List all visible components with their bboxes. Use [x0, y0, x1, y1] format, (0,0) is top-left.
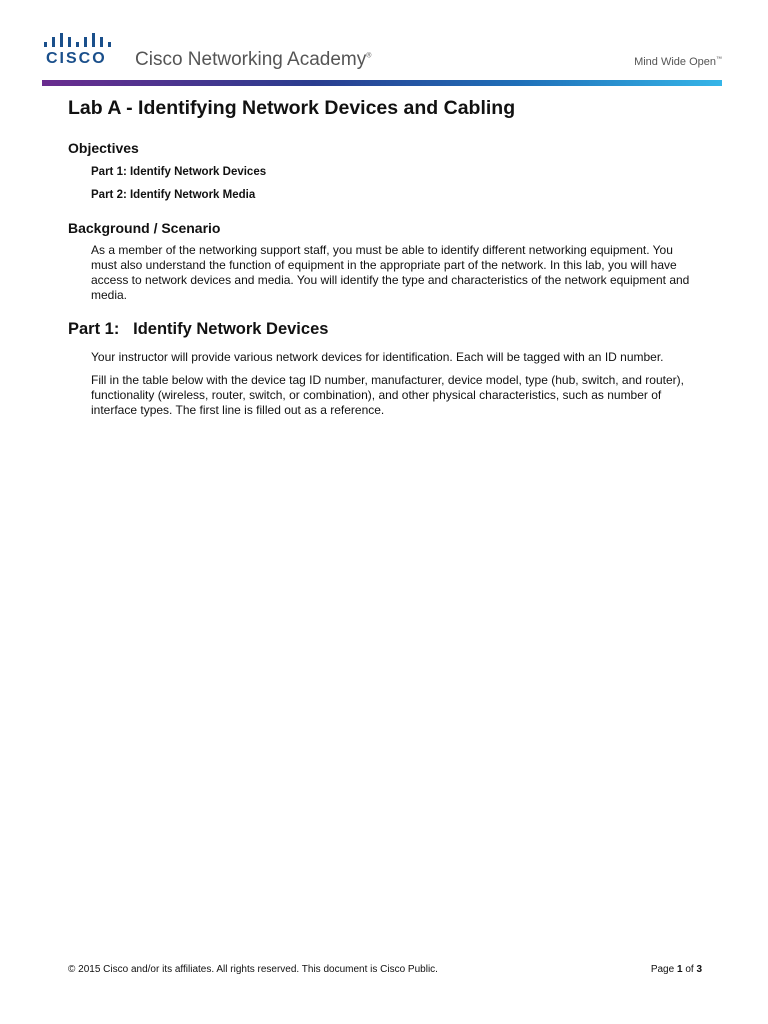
header-gradient-bar [42, 80, 722, 86]
objective-item: Part 1: Identify Network Devices [91, 166, 267, 178]
background-heading: Background / Scenario [68, 220, 221, 236]
cisco-logo-bars-icon [44, 33, 114, 49]
tagline-mark: ™ [716, 56, 722, 63]
page-number [651, 964, 702, 975]
cisco-logo: CISCO [46, 50, 107, 67]
part1-paragraph: Your instructor will provide various network devices for identification. Each will be tagged with an ID number. [91, 350, 664, 364]
objective-item: Part 2: Identify Network Media [91, 189, 256, 201]
tagline-text: Mind Wide Open [634, 56, 716, 68]
page-title: Lab A - Identifying Network Devices and Cabling [68, 97, 516, 119]
part1-heading: Part 1: Identify Network Devices [68, 320, 329, 338]
page-label: Page [650, 964, 675, 975]
part1-paragraph: Fill in the table below with the device tag ID number, manufacturer, device model, type (hub, switch, and router), functionality (wireless, router, switch, or combination), and other physical characteristics, such as number of interface types. The first line is filled out as a reference. [91, 373, 684, 417]
page-of: of [685, 964, 694, 975]
background-text: As a member of the networking support staff, you must be able to identify different networking equipment. You must also understand the function of equipment in the appropriate part of the network. In this lab, you will have access to network devices and media. You will identify the type and characteristics of the network equipment and media. [91, 243, 690, 302]
brand-mark: ® [366, 52, 372, 60]
brand-name [135, 49, 371, 71]
footer-copyright: © 2015 Cisco and/or its affiliates. All rights reserved. This document is Cisco Public. [68, 964, 438, 975]
tagline [634, 56, 722, 68]
objectives-heading: Objectives [68, 140, 139, 156]
page-total: 3 [696, 964, 702, 975]
page-current: 1 [676, 964, 683, 975]
brand-text: Cisco Networking Academy [135, 49, 367, 70]
